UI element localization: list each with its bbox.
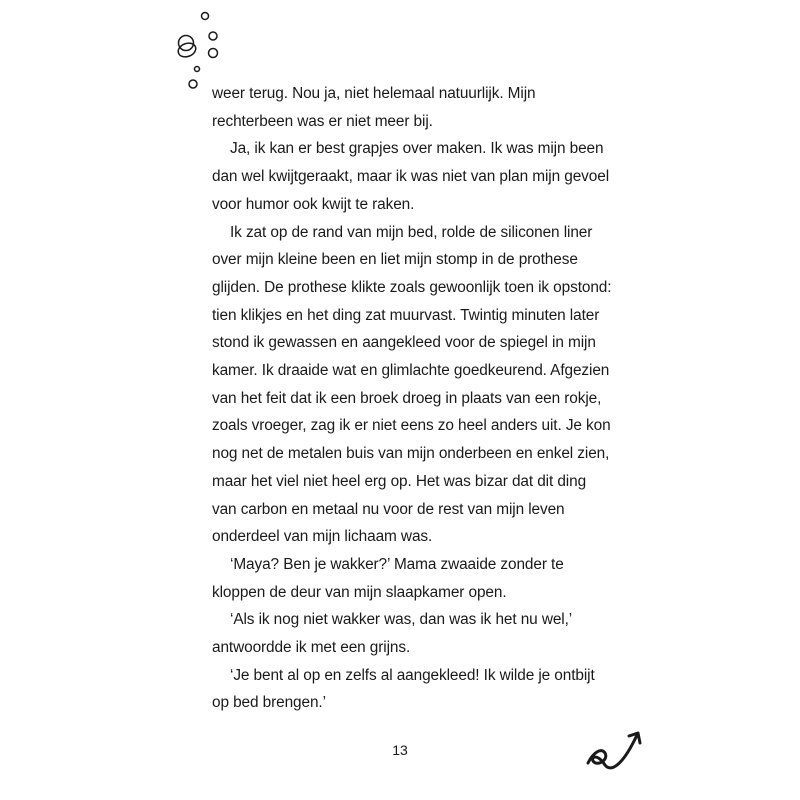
paragraph: Ik zat op de rand van mijn bed, rolde de siliconen liner over mijn kleine been en liet mijn stomp in de prothese glijden. De prothese klikte zoals gewoonlijk toen ik opstond: tien klikjes en het ding zat muurvast. Twintig minuten later stond ik gewassen en aangekleed voor de spiegel in mijn kamer. Ik draaide wat en glimlachte goedkeurend. Afgezien van het feit dat ik een broek droeg in plaats van een rokje, zoals vroeger, zag ik er niet eens zo heel anders uit. Je kon nog net de metalen buis van mijn onderbeen en enkel zien, maar het viel niet heel erg op. Het was bizar dat dit ding van carbon en metaal nu voor de rest van mijn leven onderdeel van mijn lichaam was.: [212, 223, 612, 546]
paragraph: ‘Als ik nog niet wakker was, dan was ik het nu wel,’ antwoordde ik met een grijns.: [212, 611, 572, 657]
swoosh-arrow-icon: [585, 727, 645, 775]
paragraph: ‘Je bent al op en zelfs al aangekleed! Ik wilde je ontbijt op bed brengen.’: [212, 666, 595, 712]
paragraph: weer terug. Nou ja, niet helemaal natuurlijk. Mijn rechterbeen was er niet meer bij.: [212, 85, 536, 130]
body-text: [212, 80, 612, 717]
paragraph: ‘Maya? Ben je wakker?’ Mama zwaaide zonder te kloppen de deur van mijn slaapkamer open.: [212, 555, 564, 601]
page-number: 13: [392, 742, 408, 758]
paragraph: Ja, ik kan er best grapjes over maken. Ik was mijn been dan wel kwijtgeraakt, maar ik was niet van plan mijn gevoel voor humor ook kwijt te raken.: [212, 140, 610, 213]
